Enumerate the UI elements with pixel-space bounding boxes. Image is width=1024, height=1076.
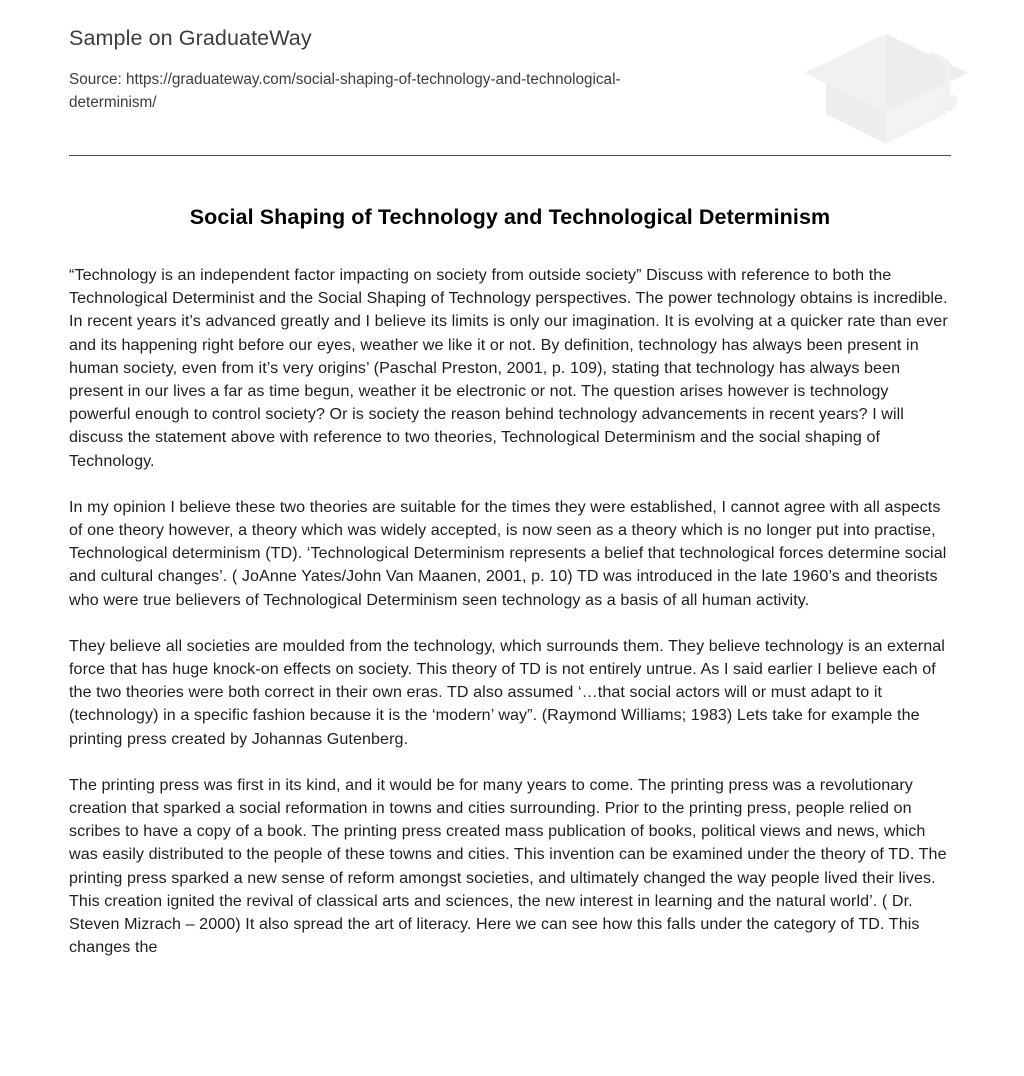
body-paragraph: They believe all societies are moulded from the technology, which surrounds them. They believe technology is an external force that has huge knock-on effects on society. This theory of TD is not entirely untrue. As I said earlier I believe each of the two theories were both correct in their own eras. TD also assumed ‘…that social actors will or must adapt to it (technology) in a specific fashion because it is the ‘modern’ way”. (Raymond Williams; 1983) Lets take for example the printing press created by Johannas Gutenberg. xyxy=(69,636,945,748)
body-paragraph: In my opinion I believe these two theories are suitable for the times they were established, I cannot agree with all aspects of one theory however, a theory which was widely accepted, is now seen as a theory which is no longer put into practise, Technological determinism (TD). ‘Technological Determinism represents a belief that technological forces determine social and cultural changes’. ( JoAnne Yates/John Van Maanen, 2001, p. 10) TD was introduced in the late 1960’s and theorists who were true believers of Technological Determinism seen technology as a basis of all human activity. xyxy=(69,497,947,609)
source-label: Source: xyxy=(69,71,122,88)
page-header xyxy=(69,24,951,114)
document-body xyxy=(69,264,953,959)
body-paragraph: “Technology is an independent factor impacting on society from outside society” Discuss with reference to both the Technological Determinist and the Social Shaping of Technology perspectives. The power technology obtains is incredible. In recent years it’s advanced greatly and I believe its limits is only our imagination. It is evolving at a quicker rate than ever and its happening right before our eyes, weather we like it or not. By definition, technology has always been present in human society, even from it’s very origins’ (Paschal Preston, 2001, p. 109), stating that technology has always been present in our lives a far as time begun, weather it be electronic or not. The question arises however is technology powerful enough to control society? Or is society the reason behind technology advancements in recent years? I will discuss the statement above with reference to two theories, Technological Determinism and the social shaping of Technology. xyxy=(69,266,948,470)
body-paragraph: The printing press was first in its kind, and it would be for many years to come. The printing press was a revolutionary creation that sparked a social reformation in towns and cities surrounding. Prior to the printing press, people relied on scribes to have a copy of a book. The printing press created mass publication of books, political views and news, which was easily distributed to the people of these towns and cities. This invention can be examined under the theory of TD. The printing press sparked a new sense of reform amongst societies, and ultimately changed the way people lived their lives. This creation ignited the revival of classical arts and sciences, the new interest in learning and the natural world’. ( Dr. Steven Mizrach – 2000) It also spread the art of literacy. Here we can see how this falls under the category of TD. This changes the xyxy=(69,775,947,957)
source-line xyxy=(69,68,669,114)
source-url[interactable]: https://graduateway.com/social-shaping-of-technology-and-technological-determinism/ xyxy=(69,71,621,111)
header-divider xyxy=(69,155,951,156)
page-title: Social Shaping of Technology and Technological Determinism xyxy=(189,205,831,229)
site-title: Sample on GraduateWay xyxy=(69,26,312,50)
